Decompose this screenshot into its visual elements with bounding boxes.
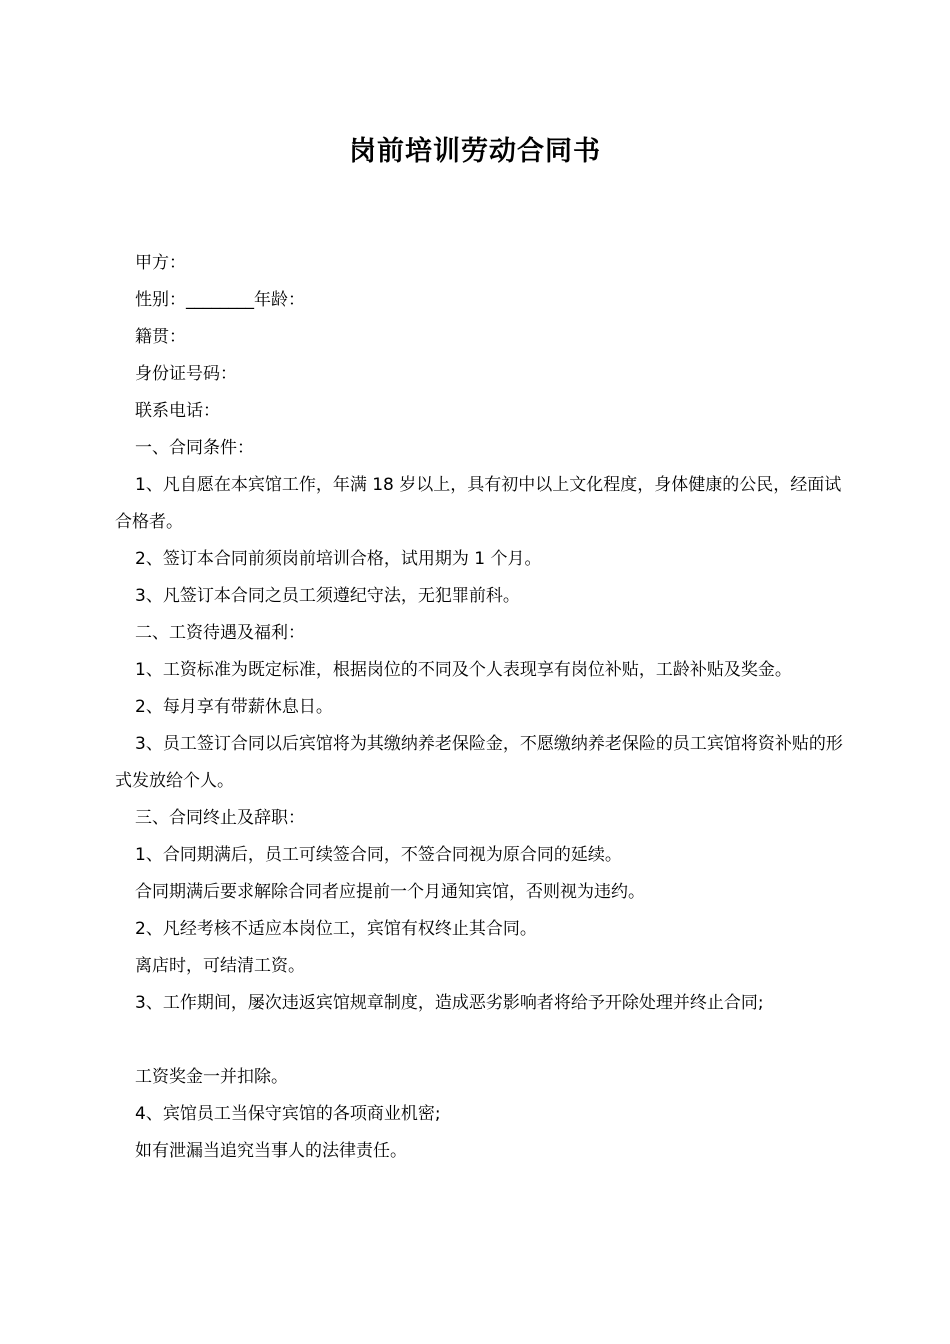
clause-paragraph: 2、凡经考核不适应本岗位工，宾馆有权终止其合同。	[135, 919, 537, 939]
native-place-line: 籍贯：	[135, 327, 186, 347]
section-heading-termination: 三、合同终止及辞职：	[135, 808, 305, 828]
clause-paragraph: 合同期满后要求解除合同者应提前一个月通知宾馆，否则视为违约。	[135, 882, 645, 902]
section-heading-conditions: 一、合同条件：	[135, 438, 254, 458]
clause-paragraph: 2、每月享有带薪休息日。	[135, 697, 333, 717]
clause-paragraph: 3、工作期间，屡次违返宾馆规章制度，造成恶劣影响者将给予开除处理并终止合同;	[135, 993, 764, 1013]
clause-paragraph: 1、合同期满后，员工可续签合同，不签合同视为原合同的延续。	[135, 845, 622, 865]
document-title: 岗前培训劳动合同书	[349, 136, 601, 167]
clause-paragraph: 3、凡签订本合同之员工须遵纪守法，无犯罪前科。	[135, 586, 520, 606]
clause-paragraph: 工资奖金一并扣除。	[135, 1067, 288, 1087]
clause-paragraph: 3、员工签订合同以后宾馆将为其缴纳养老保险金，不愿缴纳养老保险的员工宾馆将资补贴的形式发放给个人。	[115, 734, 843, 791]
party-a-line: 甲方：	[135, 253, 186, 273]
blank-spacer	[115, 1022, 843, 1059]
id-number-line: 身份证号码：	[135, 364, 237, 384]
phone-line: 联系电话：	[135, 401, 220, 421]
document-body	[115, 245, 843, 1170]
clause-paragraph: 离店时，可结清工资。	[135, 956, 305, 976]
clause-paragraph: 如有泄漏当追究当事人的法律责任。	[135, 1141, 407, 1161]
section-heading-wages: 二、工资待遇及福利：	[135, 623, 305, 643]
clause-paragraph: 1、凡自愿在本宾馆工作，年满 18 岁以上，具有初中以上文化程度，身体健康的公民，经面试合格者。	[115, 475, 842, 532]
clause-paragraph: 2、签订本合同前须岗前培训合格，试用期为 1 个月。	[135, 549, 542, 569]
gender-age-line: 性别：________年龄：	[135, 290, 305, 310]
clause-paragraph: 1、工资标准为既定标准，根据岗位的不同及个人表现享有岗位补贴，工龄补贴及奖金。	[135, 660, 792, 680]
clause-paragraph: 4、宾馆员工当保守宾馆的各项商业机密;	[135, 1104, 441, 1124]
